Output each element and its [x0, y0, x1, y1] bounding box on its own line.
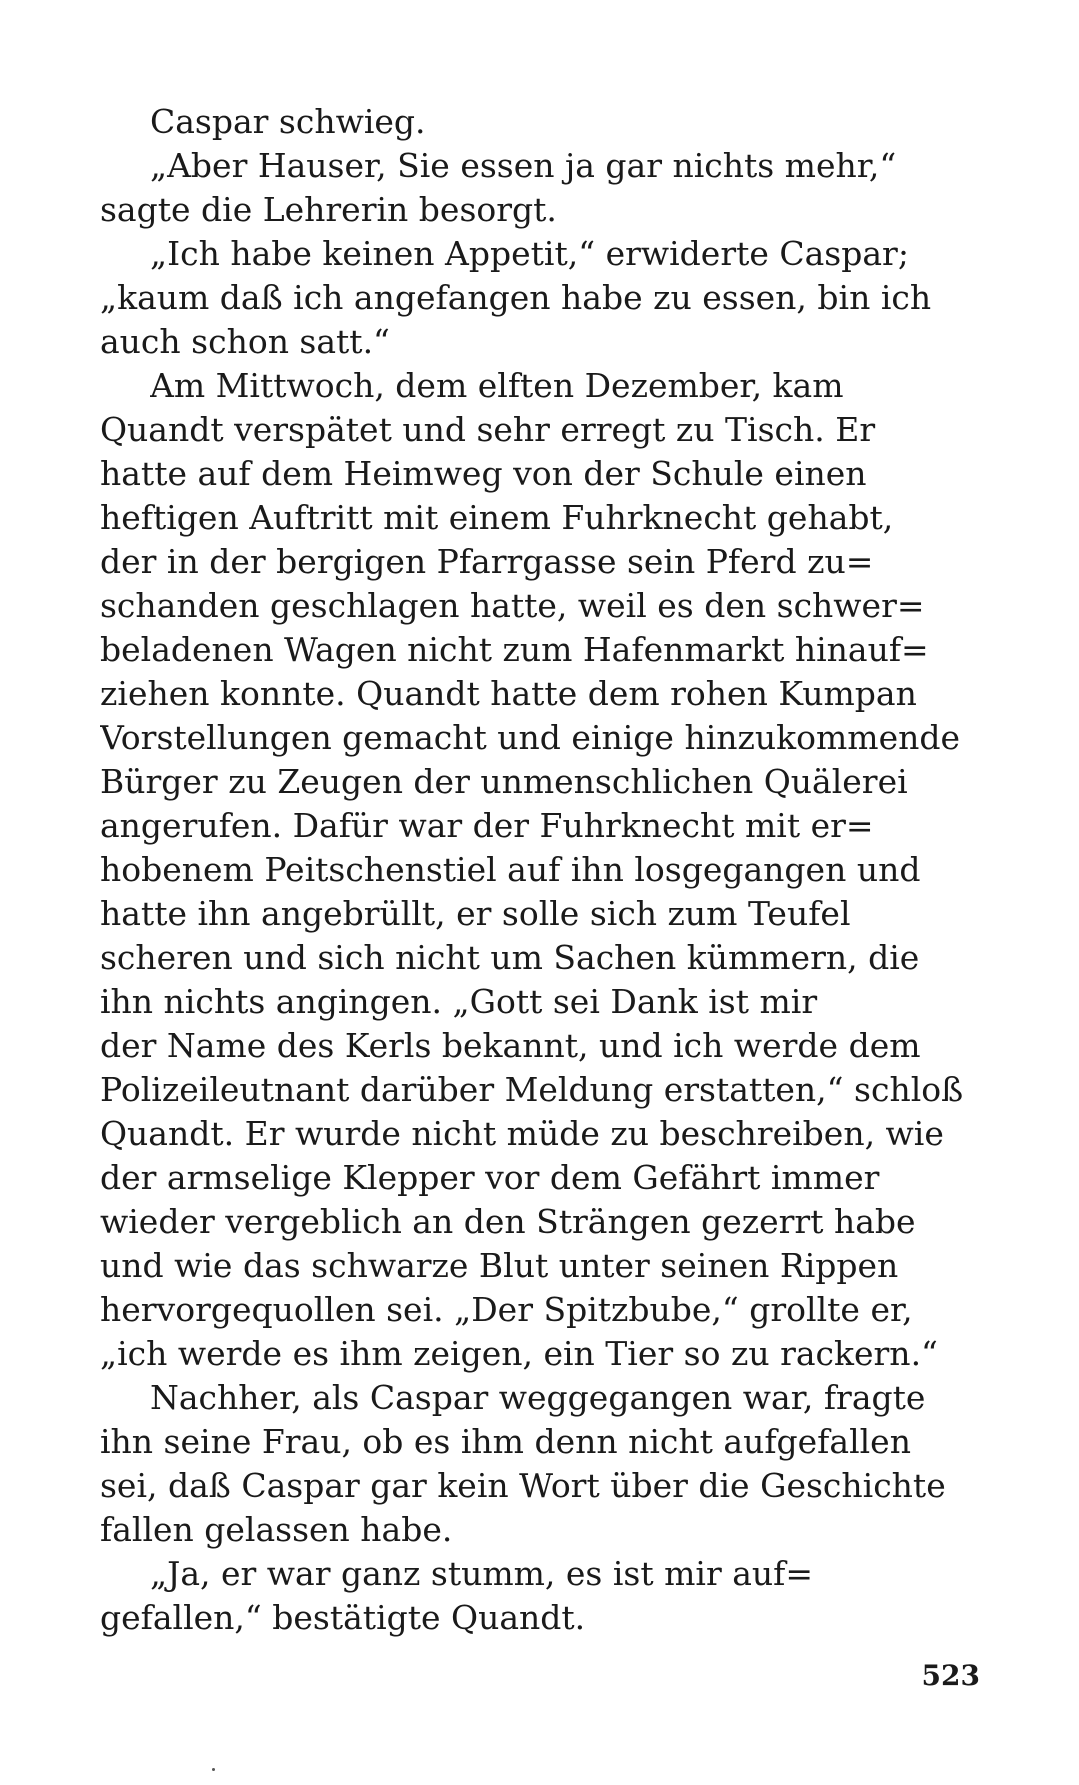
- text-line: ziehen konnte. Quandt hatte dem rohen Kumpan: [100, 674, 917, 713]
- text-line: der armselige Klepper vor dem Gefährt immer: [100, 1158, 880, 1197]
- text-line: „ich werde es ihm zeigen, ein Tier so zu rackern.“: [100, 1334, 938, 1373]
- paper-speck: [212, 1768, 215, 1771]
- text-line: Quandt verspätet und sehr erregt zu Tisch. Er: [100, 410, 876, 449]
- text-line: beladenen Wagen nicht zum Hafenmarkt hinauf=: [100, 630, 929, 669]
- page-number: 523: [921, 1659, 980, 1692]
- text-line: „Ja, er war ganz stumm, es ist mir auf=: [150, 1554, 813, 1593]
- text-line: Caspar schwieg.: [150, 102, 426, 141]
- text-line: Bürger zu Zeugen der unmenschlichen Quälerei: [100, 762, 908, 801]
- text-line: gefallen,“ bestätigte Quandt.: [100, 1598, 586, 1637]
- text-line: angerufen. Dafür war der Fuhrknecht mit er=: [100, 806, 874, 845]
- text-line: hervorgequollen sei. „Der Spitzbube,“ grollte er,: [100, 1290, 913, 1329]
- text-line: fallen gelassen habe.: [100, 1510, 453, 1549]
- text-line: wieder vergeblich an den Strängen gezerrt habe: [100, 1202, 916, 1241]
- text-line: „Aber Hauser, Sie essen ja gar nichts mehr,“: [150, 146, 897, 185]
- text-line: Nachher, als Caspar weggegangen war, fragte: [150, 1378, 926, 1417]
- text-line: „Ich habe keinen Appetit,“ erwiderte Caspar;: [150, 234, 909, 273]
- text-line: und wie das schwarze Blut unter seinen Rippen: [100, 1246, 899, 1285]
- text-line: heftigen Auftritt mit einem Fuhrknecht gehabt,: [100, 498, 894, 537]
- text-line: hatte auf dem Heimweg von der Schule einen: [100, 454, 867, 493]
- text-line: scheren und sich nicht um Sachen kümmern, die: [100, 938, 920, 977]
- text-line: schanden geschlagen hatte, weil es den schwer=: [100, 586, 925, 625]
- text-line: „kaum daß ich angefangen habe zu essen, bin ich: [100, 278, 932, 317]
- text-line: hobenem Peitschenstiel auf ihn losgegangen und: [100, 850, 921, 889]
- text-line: ihn nichts angingen. „Gott sei Dank ist mir: [100, 982, 818, 1021]
- text-line: auch schon satt.“: [100, 322, 390, 361]
- text-line: Am Mittwoch, dem elften Dezember, kam: [150, 366, 844, 405]
- text-line: sei, daß Caspar gar kein Wort über die Geschichte: [100, 1466, 946, 1505]
- text-line: der Name des Kerls bekannt, und ich werde dem: [100, 1026, 921, 1065]
- text-line: ihn seine Frau, ob es ihm denn nicht aufgefallen: [100, 1422, 911, 1461]
- text-line: Quandt. Er wurde nicht müde zu beschreiben, wie: [100, 1114, 944, 1153]
- text-line: Vorstellungen gemacht und einige hinzukommende: [100, 718, 961, 757]
- text-line: sagte die Lehrerin besorgt.: [100, 190, 557, 229]
- text-line: Polizeileutnant darüber Meldung erstatten,“ schloß: [100, 1070, 964, 1109]
- text-line: der in der bergigen Pfarrgasse sein Pferd zu=: [100, 542, 874, 581]
- text-line: hatte ihn angebrüllt, er solle sich zum Teufel: [100, 894, 851, 933]
